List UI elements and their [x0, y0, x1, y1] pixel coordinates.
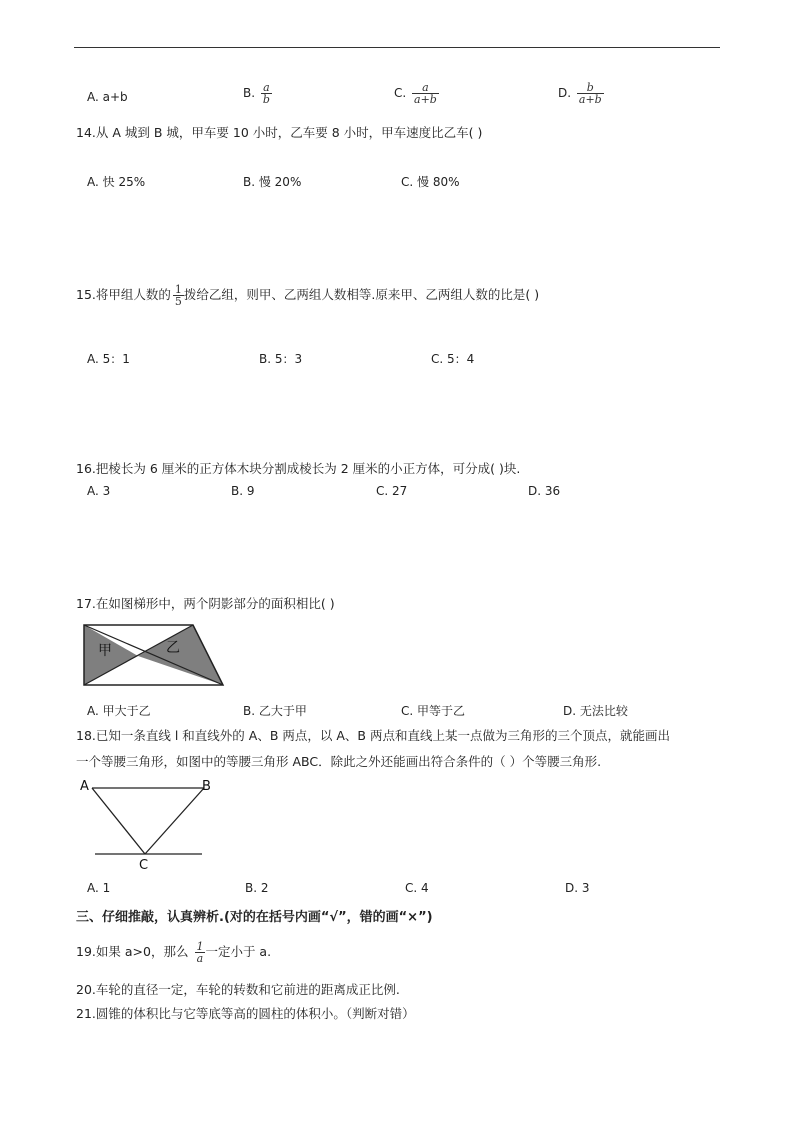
q18-option-d[interactable]: D. 3 [565, 881, 590, 895]
q13-option-d-numerator: b [586, 81, 594, 94]
q15-fraction [173, 284, 184, 307]
q15-question [76, 284, 539, 307]
q14-option-a[interactable]: A. 快 25% [87, 175, 146, 189]
q18-option-c[interactable]: C. 4 [405, 881, 429, 895]
q17-option-c[interactable]: C. 甲等于乙 [401, 704, 466, 718]
q15-option-b[interactable]: B. 5：3 [259, 352, 303, 366]
q13-option-c-prefix: C. [394, 86, 407, 100]
q18-question-line2: 一个等腰三角形，如图中的等腰三角形 ABC．除此之外还能画出符合条件的（ ）个等腰三角形. [76, 754, 602, 769]
q17-option-d[interactable]: D. 无法比较 [563, 704, 628, 718]
q13-option-c-fraction [412, 82, 439, 105]
label-yi: 乙 [166, 640, 180, 656]
q13-option-c-numerator: a [422, 81, 429, 94]
shaded-region-yi [138, 625, 223, 685]
q18-question-line1: 18.已知一条直线 l 和直线外的 A、B 两点，以 A、B 两点和直线上某一点做为三角形的三个顶点，就能画出 [76, 728, 670, 743]
q15-denominator: 5 [174, 295, 182, 308]
label-jia: 甲 [98, 643, 112, 659]
q19-statement [76, 941, 271, 964]
q21-statement: 21.圆锥的体积比与它等底等高的圆柱的体积小。（判断对错） [76, 1006, 415, 1021]
q18-option-b[interactable]: B. 2 [245, 881, 269, 895]
section-3-heading: 三、仔细推敲，认真辨析.(对的在括号内画“√”，错的画“×”) [76, 910, 433, 925]
q13-option-b[interactable] [243, 82, 272, 105]
q19-numerator: 1 [196, 940, 204, 953]
q15-option-c[interactable]: C. 5：4 [431, 352, 475, 366]
segment-bc [145, 788, 204, 854]
q17-question: 17.在如图梯形中，两个阴影部分的面积相比( ) [76, 596, 335, 611]
q15-text-after: 拨给乙组，则甲、乙两组人数相等.原来甲、乙两组人数的比是( ) [183, 287, 540, 302]
q20-statement: 20.车轮的直径一定，车轮的转数和它前进的距离成正比例. [76, 982, 400, 997]
q13-option-d[interactable] [558, 82, 604, 105]
q19-denominator: a [196, 952, 204, 965]
q13-option-d-denominator: a+b [578, 93, 602, 106]
q19-text-before: 19.如果 a>0，那么 [76, 944, 189, 959]
q16-option-c[interactable]: C. 27 [376, 484, 408, 498]
q13-option-d-fraction [577, 82, 604, 105]
q15-option-a[interactable]: A. 5：1 [87, 352, 130, 366]
q17-option-b[interactable]: B. 乙大于甲 [243, 704, 307, 718]
label-b: B [202, 779, 211, 794]
q14-option-c[interactable]: C. 慢 80% [401, 175, 460, 189]
q14-option-b[interactable]: B. 慢 20% [243, 175, 302, 189]
q16-option-b[interactable]: B. 9 [231, 484, 255, 498]
q16-option-a[interactable]: A. 3 [87, 484, 111, 498]
header-rule [74, 47, 720, 48]
q19-text-after: 一定小于 a. [205, 944, 272, 959]
q13-option-b-prefix: B. [243, 86, 256, 100]
q13-option-d-prefix: D. [558, 86, 572, 100]
q13-option-b-fraction [261, 82, 272, 105]
q13-option-c-denominator: a+b [414, 93, 437, 106]
q15-text-before: 15.将甲组人数的 [76, 287, 171, 302]
trapezoid-figure [78, 618, 228, 690]
q19-fraction [194, 941, 205, 964]
q15-numerator: 1 [174, 283, 182, 296]
label-c: C [139, 858, 149, 872]
q16-question: 16.把棱长为 6 厘米的正方体木块分割成棱长为 2 厘米的小正方体，可分成( )块. [76, 461, 521, 476]
q17-option-a[interactable]: A. 甲大于乙 [87, 704, 151, 718]
q13-option-c[interactable] [394, 82, 439, 105]
q18-option-a[interactable]: A. 1 [87, 881, 111, 895]
q13-option-b-denominator: b [262, 93, 270, 106]
q16-option-d[interactable]: D. 36 [528, 484, 561, 498]
isosceles-triangle-figure [78, 776, 218, 872]
q14-question: 14.从 A 城到 B 城，甲车要 10 小时，乙车要 8 小时，甲车速度比乙车( ) [76, 125, 483, 140]
label-a: A [80, 779, 89, 794]
segment-ac [92, 788, 145, 854]
q13-option-a[interactable]: A. a+b [87, 90, 128, 104]
q13-option-b-numerator: a [263, 81, 270, 94]
